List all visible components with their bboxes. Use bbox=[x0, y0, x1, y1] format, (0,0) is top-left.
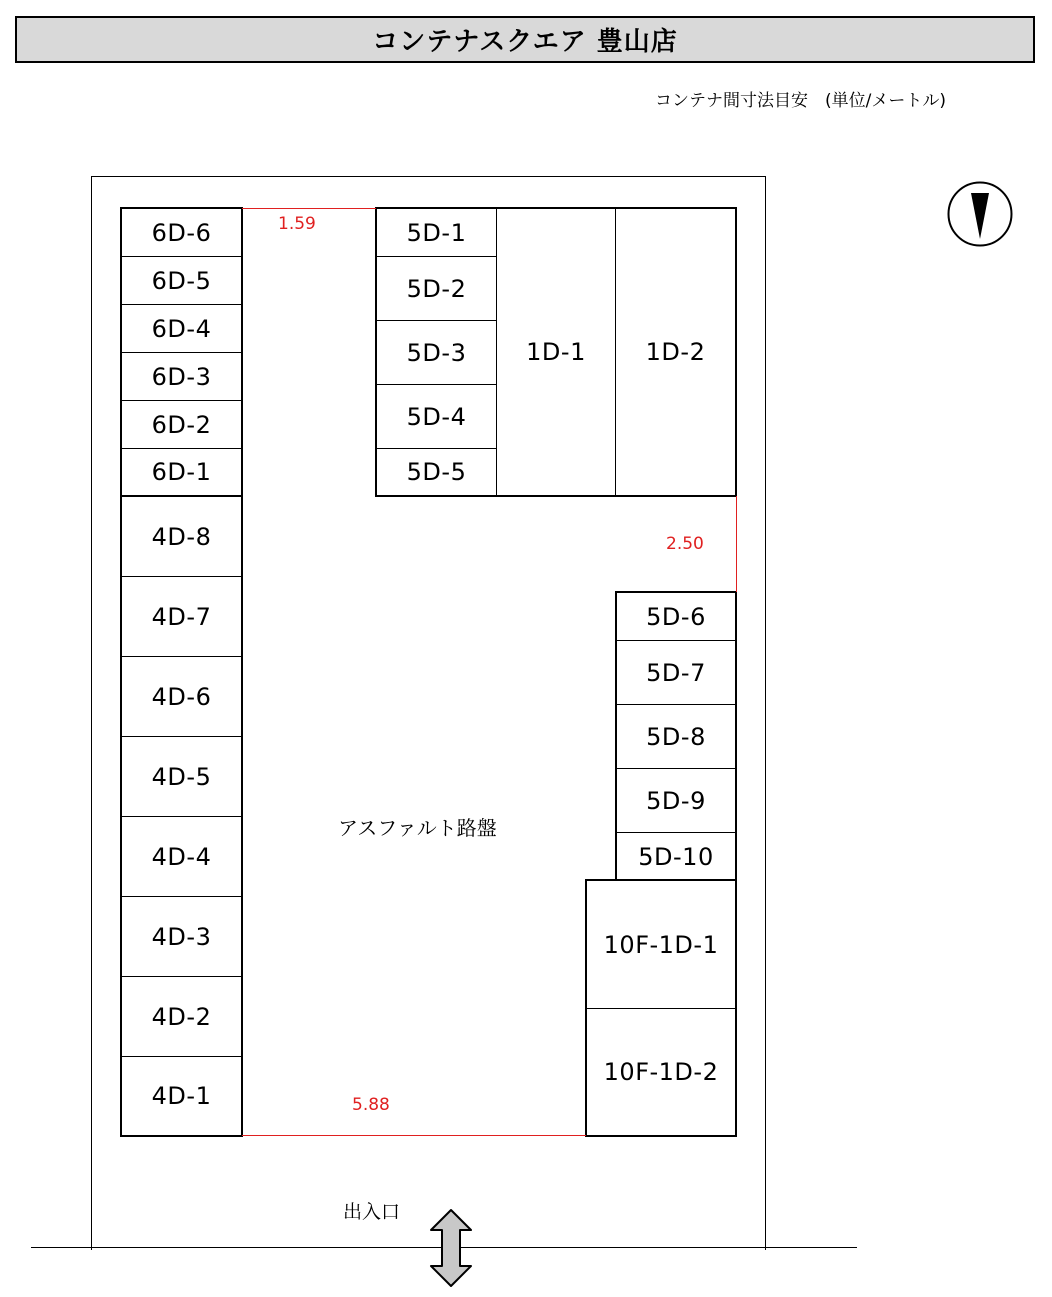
dimension-bottom-gap: 5.88 bbox=[352, 1095, 390, 1115]
dimension-top-gap: 1.59 bbox=[278, 214, 316, 234]
unit-4D-7[interactable]: 4D-7 bbox=[121, 576, 242, 657]
unit-5D-6[interactable]: 5D-6 bbox=[616, 592, 736, 641]
unit-4D-2[interactable]: 4D-2 bbox=[121, 976, 242, 1057]
unit-5D-4[interactable]: 5D-4 bbox=[376, 384, 497, 449]
unit-6D-5[interactable]: 6D-5 bbox=[121, 256, 242, 305]
unit-5D-2[interactable]: 5D-2 bbox=[376, 256, 497, 321]
unit-5D-8[interactable]: 5D-8 bbox=[616, 704, 736, 769]
unit-1D-2[interactable]: 1D-2 bbox=[615, 208, 736, 496]
unit-1D-1[interactable]: 1D-1 bbox=[496, 208, 616, 496]
surface-label: アスファルト路盤 bbox=[338, 816, 497, 840]
unit-5D-5[interactable]: 5D-5 bbox=[376, 448, 497, 496]
unit-4D-5[interactable]: 4D-5 bbox=[121, 736, 242, 817]
unit-4D-1[interactable]: 4D-1 bbox=[121, 1056, 242, 1136]
double-arrow-icon bbox=[428, 1208, 474, 1288]
unit-4D-3[interactable]: 4D-3 bbox=[121, 896, 242, 977]
unit-5D-3[interactable]: 5D-3 bbox=[376, 320, 497, 385]
north-arrow-icon bbox=[947, 181, 1013, 247]
unit-6D-3[interactable]: 6D-3 bbox=[121, 352, 242, 401]
entrance-label: 出入口 bbox=[343, 1201, 401, 1223]
unit-4D-8[interactable]: 4D-8 bbox=[121, 496, 242, 577]
unit-10F-1D-1[interactable]: 10F-1D-1 bbox=[586, 880, 736, 1009]
unit-4D-4[interactable]: 4D-4 bbox=[121, 816, 242, 897]
dimension-line-bottom bbox=[242, 1135, 586, 1136]
unit-5D-7[interactable]: 5D-7 bbox=[616, 640, 736, 705]
dimension-line-top bbox=[242, 208, 376, 209]
dimension-right-gap: 2.50 bbox=[666, 534, 704, 554]
page-title: コンテナスクエア 豊山店 bbox=[15, 16, 1035, 63]
unit-5D-10[interactable]: 5D-10 bbox=[616, 832, 736, 881]
unit-5D-1[interactable]: 5D-1 bbox=[376, 208, 497, 257]
unit-6D-2[interactable]: 6D-2 bbox=[121, 400, 242, 449]
unit-10F-1D-2[interactable]: 10F-1D-2 bbox=[586, 1008, 736, 1136]
dimension-note: コンテナ間寸法目安 (単位/メートル) bbox=[655, 91, 946, 111]
unit-6D-6[interactable]: 6D-6 bbox=[121, 208, 242, 257]
unit-5D-9[interactable]: 5D-9 bbox=[616, 768, 736, 833]
dimension-line-right bbox=[736, 496, 737, 592]
unit-6D-4[interactable]: 6D-4 bbox=[121, 304, 242, 353]
unit-4D-6[interactable]: 4D-6 bbox=[121, 656, 242, 737]
unit-6D-1[interactable]: 6D-1 bbox=[121, 448, 242, 496]
